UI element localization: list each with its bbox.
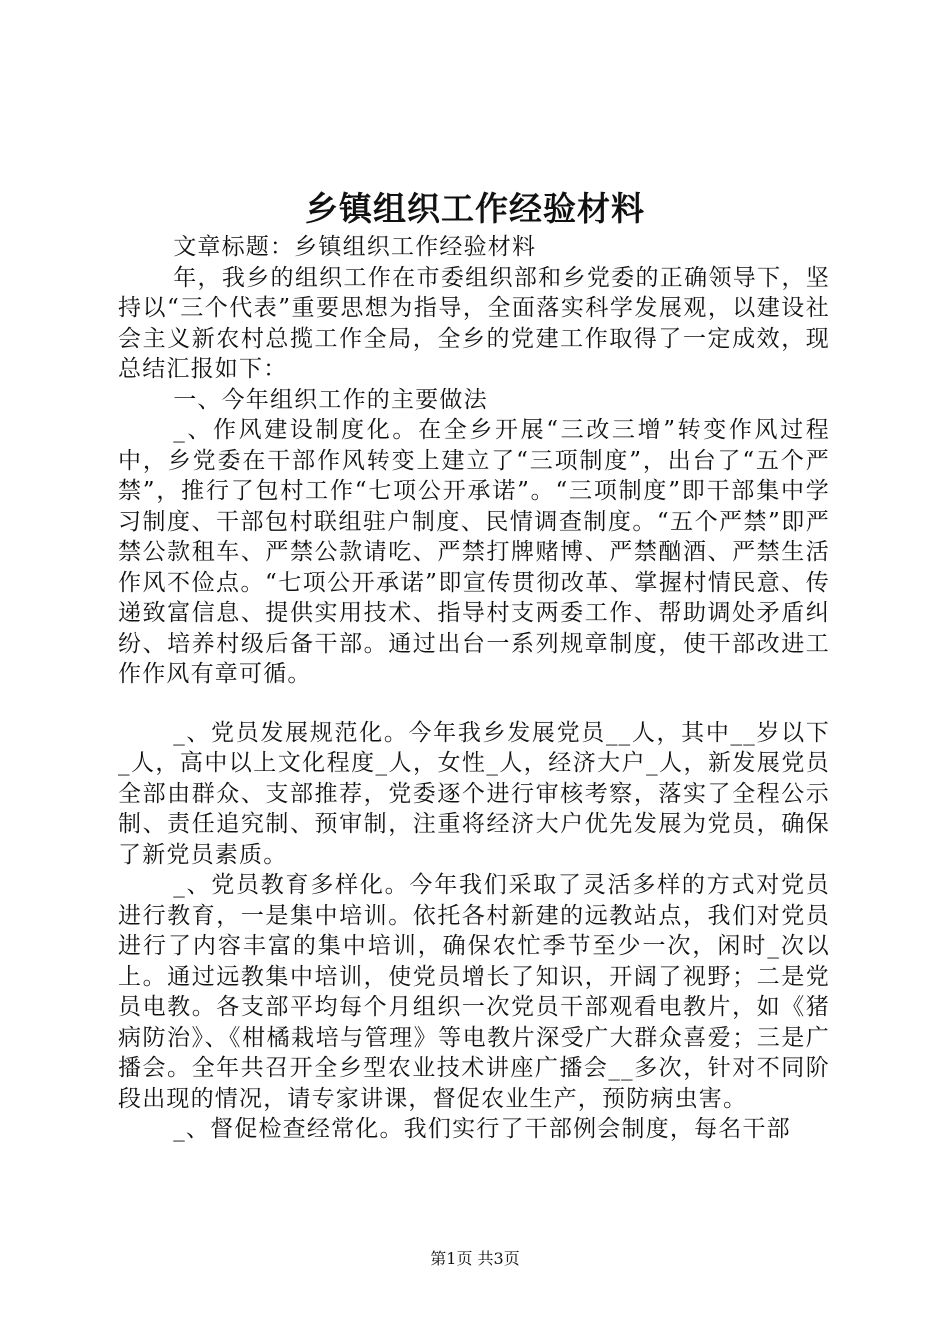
section-heading: 一、今年组织工作的主要做法 bbox=[173, 386, 488, 413]
article-title-line: 文章标题：乡镇组织工作经验材料 bbox=[173, 234, 537, 260]
document-title: 乡镇组织工作经验材料 bbox=[305, 189, 645, 228]
style-construction-paragraph: _、作风建设制度化。在全乡开展“三改三增”转变作风过程中，乡党委在干部作风转变上建立了“三项制度”，出台了“五个严禁”，推行了包村工作“七项公开承诺”。“三项制度”即干部集中学习制度、干部包村联组驻户制度、民情调查制度。“五个严禁”即严禁公款租车、严禁公款请吃、严禁打牌赌博、严禁酗酒、严禁生活作风不俭点。“七项公开承诺”即宣传贯彻改革、掌握村情民意、传递致富信息、提供实用技术、指导村支两委工作、帮助调处矛盾纠纷、培养村级后备干部。通过出台一系列规章制度，使干部改进工作作风有章可循。 bbox=[118, 417, 830, 687]
page-footer: 第1页 共3页 bbox=[430, 1249, 520, 1268]
member-education-paragraph: _、党员教育多样化。今年我们采取了灵活多样的方式对党员进行教育，一是集中培训。依托各村新建的远教站点，我们对党员进行了内容丰富的集中培训，确保农忙季节至少一次，闲时_次以上。通过远教集中培训，使党员增长了知识，开阔了视野；二是党员电教。各支部平均每个月组织一次党员干部观看电教片，如《猪病防治》、《柑橘栽培与管理》等电教片深受广大群众喜爱；三是广播会。全年共召开全乡型农业技术讲座广播会__多次，针对不同阶段出现的情况，请专家讲课，督促农业生产，预防病虫害。 bbox=[118, 872, 830, 1112]
member-development-paragraph: _、党员发展规范化。今年我乡发展党员__人，其中__岁以下_人，高中以上文化程度_人，女性_人，经济大户_人，新发展党员全部由群众、支部推荐，党委逐个进行审核考察，落实了全程公示制、责任追究制、预审制，注重将经济大户优先发展为党员，确保了新党员素质。 bbox=[118, 719, 830, 868]
inspection-paragraph: _、督促检查经常化。我们实行了干部例会制度，每名干部 bbox=[173, 1116, 791, 1142]
intro-paragraph: 年，我乡的组织工作在市委组织部和乡党委的正确领导下，坚持以“三个代表”重要思想为指导，全面落实科学发展观，以建设社会主义新农村总揽工作全局，全乡的党建工作取得了一定成效，现总结汇报如下： bbox=[118, 264, 830, 382]
document-body bbox=[118, 232, 830, 1145]
paragraph-gap bbox=[118, 690, 830, 718]
